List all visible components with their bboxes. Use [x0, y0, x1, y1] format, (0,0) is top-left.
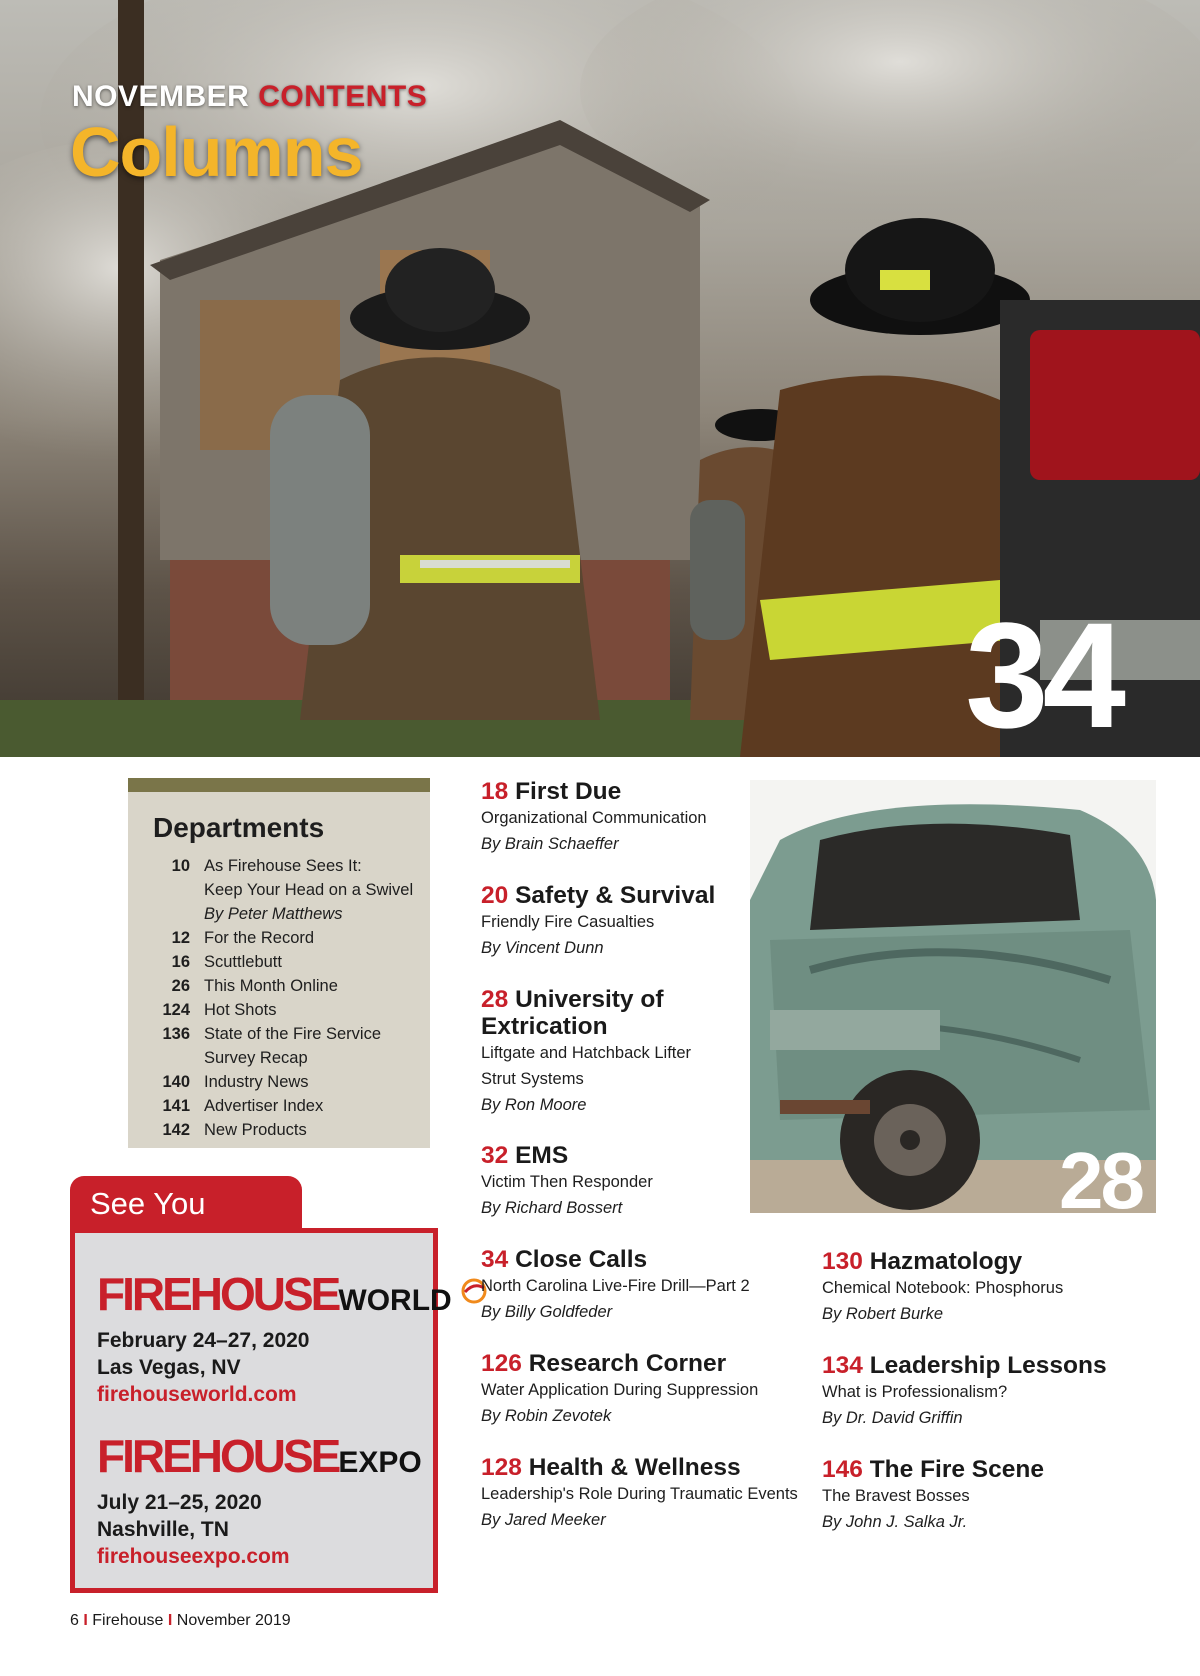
article-close-calls[interactable]	[481, 1246, 801, 1325]
footer-separator: I	[83, 1612, 88, 1629]
article-byline: By Brain Schaeffer	[481, 835, 619, 853]
department-page: 140	[162, 1073, 190, 1091]
event-url[interactable]: firehouseworld.com	[97, 1383, 297, 1406]
article-byline: By Billy Goldfeder	[481, 1303, 613, 1321]
article-subtitle: Friendly Fire Casualties	[481, 913, 655, 931]
article-heading	[822, 1456, 1162, 1483]
firehouse-expo-logo	[97, 1430, 422, 1482]
article-page: 28	[481, 986, 509, 1013]
hero-page-number: 34	[965, 591, 1120, 757]
contents-kicker	[72, 80, 427, 114]
article-page: 128	[481, 1454, 522, 1481]
article-heading	[822, 1248, 1162, 1275]
event-location: Nashville, TN	[97, 1518, 229, 1541]
page-footer	[70, 1612, 291, 1630]
department-page: 136	[162, 1025, 190, 1043]
logo-main: FIREHOUSE	[97, 1430, 339, 1482]
firehouse-world-logo	[97, 1268, 487, 1320]
department-item[interactable]	[142, 974, 422, 998]
department-item[interactable]	[142, 1070, 422, 1094]
department-page: 10	[171, 857, 190, 875]
article-title: Leadership Lessons	[869, 1352, 1107, 1379]
departments-title: Departments	[153, 812, 325, 843]
department-page: 141	[162, 1097, 190, 1115]
article-byline: By Ron Moore	[481, 1096, 587, 1114]
wrecked-car-photo	[750, 780, 1156, 1213]
department-item[interactable]	[142, 1118, 422, 1142]
article-subtitle: The Bravest Bosses	[822, 1487, 970, 1505]
article-page: 34	[481, 1246, 509, 1273]
car-page-number: 28	[1059, 1136, 1142, 1213]
article-heading	[481, 1454, 801, 1481]
department-title: For the Record	[204, 929, 315, 947]
article-byline: By Robert Burke	[822, 1305, 944, 1323]
event-dates: February 24–27, 2020	[97, 1329, 310, 1352]
department-body	[204, 926, 422, 950]
footer-page: 6	[70, 1612, 79, 1629]
department-body	[204, 1118, 422, 1142]
footer-magazine: Firehouse	[92, 1612, 164, 1629]
article-page: 20	[481, 882, 509, 909]
department-title: Keep Your Head on a Swivel	[204, 881, 414, 899]
department-title: Scuttlebutt	[204, 953, 282, 971]
article-subtitle: Water Application During Suppression	[481, 1381, 759, 1399]
department-byline: By Peter Matthews	[204, 905, 343, 923]
article-subtitle: What is Professionalism?	[822, 1383, 1008, 1401]
department-item[interactable]	[142, 854, 422, 926]
article-title: University of	[515, 986, 664, 1013]
article-title: Safety & Survival	[515, 882, 716, 909]
article-title: Hazmatology	[869, 1248, 1023, 1275]
article-heading	[481, 1350, 801, 1377]
article-title: Research Corner	[528, 1350, 727, 1377]
kicker-month: NOVEMBER	[72, 80, 250, 113]
article-page: 134	[822, 1352, 863, 1379]
article-subtitle: North Carolina Live-Fire Drill—Part 2	[481, 1277, 750, 1295]
logo-suffix: WORLD	[338, 1284, 452, 1317]
article-page: 18	[481, 778, 509, 805]
department-item[interactable]	[142, 926, 422, 950]
department-title: Hot Shots	[204, 1001, 277, 1019]
department-body	[204, 1094, 422, 1118]
event-firehouse-expo	[97, 1430, 422, 1570]
article-title: The Fire Scene	[869, 1456, 1044, 1483]
department-page: 12	[171, 929, 190, 947]
department-body	[204, 998, 422, 1022]
article-page: 146	[822, 1456, 863, 1483]
logo-suffix: EXPO	[338, 1446, 422, 1479]
department-body	[204, 854, 422, 926]
event-url[interactable]: firehouseexpo.com	[97, 1545, 290, 1568]
article-subtitle: Leadership's Role During Traumatic Events	[481, 1485, 798, 1503]
article-heading	[481, 1246, 801, 1273]
article-byline: By John J. Salka Jr.	[822, 1513, 968, 1531]
departments-list	[142, 854, 422, 1142]
department-item[interactable]	[142, 1094, 422, 1118]
article-leadership-lessons[interactable]	[822, 1352, 1162, 1431]
department-title: State of the Fire Service	[204, 1025, 381, 1043]
department-title: Survey Recap	[204, 1049, 308, 1067]
article-title: Health & Wellness	[528, 1454, 741, 1481]
event-dates: July 21–25, 2020	[97, 1491, 262, 1514]
section-title: Columns	[70, 113, 363, 191]
article-byline: By Robin Zevotek	[481, 1407, 612, 1425]
department-body	[204, 1022, 422, 1070]
article-subtitle: Organizational Communication	[481, 809, 707, 827]
department-page: 124	[162, 1001, 190, 1019]
article-title: EMS	[515, 1142, 569, 1169]
event-firehouse-world	[97, 1268, 487, 1408]
department-body	[204, 1070, 422, 1094]
logo-main: FIREHOUSE	[97, 1268, 339, 1320]
article-title: First Due	[515, 778, 622, 805]
department-page: 16	[171, 953, 190, 971]
article-byline: By Richard Bossert	[481, 1199, 623, 1217]
article-subtitle: Liftgate and Hatchback Lifter	[481, 1044, 692, 1062]
department-title: As Firehouse Sees It:	[204, 857, 362, 875]
article-title: Close Calls	[515, 1246, 648, 1273]
department-page: 26	[171, 977, 190, 995]
kicker-contents: CONTENTS	[258, 80, 428, 113]
article-fire-scene[interactable]	[822, 1456, 1162, 1535]
article-subtitle: Victim Then Responder	[481, 1173, 653, 1191]
article-subtitle: Chemical Notebook: Phosphorus	[822, 1279, 1064, 1297]
department-body	[204, 974, 422, 998]
department-title: New Products	[204, 1121, 307, 1139]
article-page: 130	[822, 1248, 863, 1275]
see-you-there-heading: See You	[70, 1176, 302, 1232]
department-title: Advertiser Index	[204, 1097, 324, 1115]
departments-box	[128, 778, 430, 1148]
department-title: This Month Online	[204, 977, 338, 995]
article-page: 32	[481, 1142, 509, 1169]
article-byline: By Vincent Dunn	[481, 939, 604, 957]
article-byline: By Dr. David Griffin	[822, 1409, 963, 1427]
article-title-line2: Extrication	[481, 1013, 608, 1040]
department-page: 142	[162, 1121, 190, 1139]
article-byline: By Jared Meeker	[481, 1511, 606, 1529]
department-item[interactable]	[142, 998, 422, 1022]
article-health-wellness[interactable]	[481, 1454, 801, 1533]
article-page: 126	[481, 1350, 522, 1377]
article-subtitle-line2: Strut Systems	[481, 1070, 584, 1088]
department-item[interactable]	[142, 1022, 422, 1070]
footer-issue: November 2019	[176, 1612, 291, 1629]
department-body	[204, 950, 422, 974]
article-hazmatology[interactable]	[822, 1248, 1162, 1327]
department-title: Industry News	[204, 1073, 309, 1091]
events-box	[70, 1228, 452, 1593]
article-research-corner[interactable]	[481, 1350, 801, 1429]
hero-photo	[0, 0, 1200, 757]
footer-separator: I	[167, 1612, 173, 1629]
event-location: Las Vegas, NV	[97, 1356, 241, 1379]
article-heading	[822, 1352, 1162, 1379]
department-item[interactable]	[142, 950, 422, 974]
